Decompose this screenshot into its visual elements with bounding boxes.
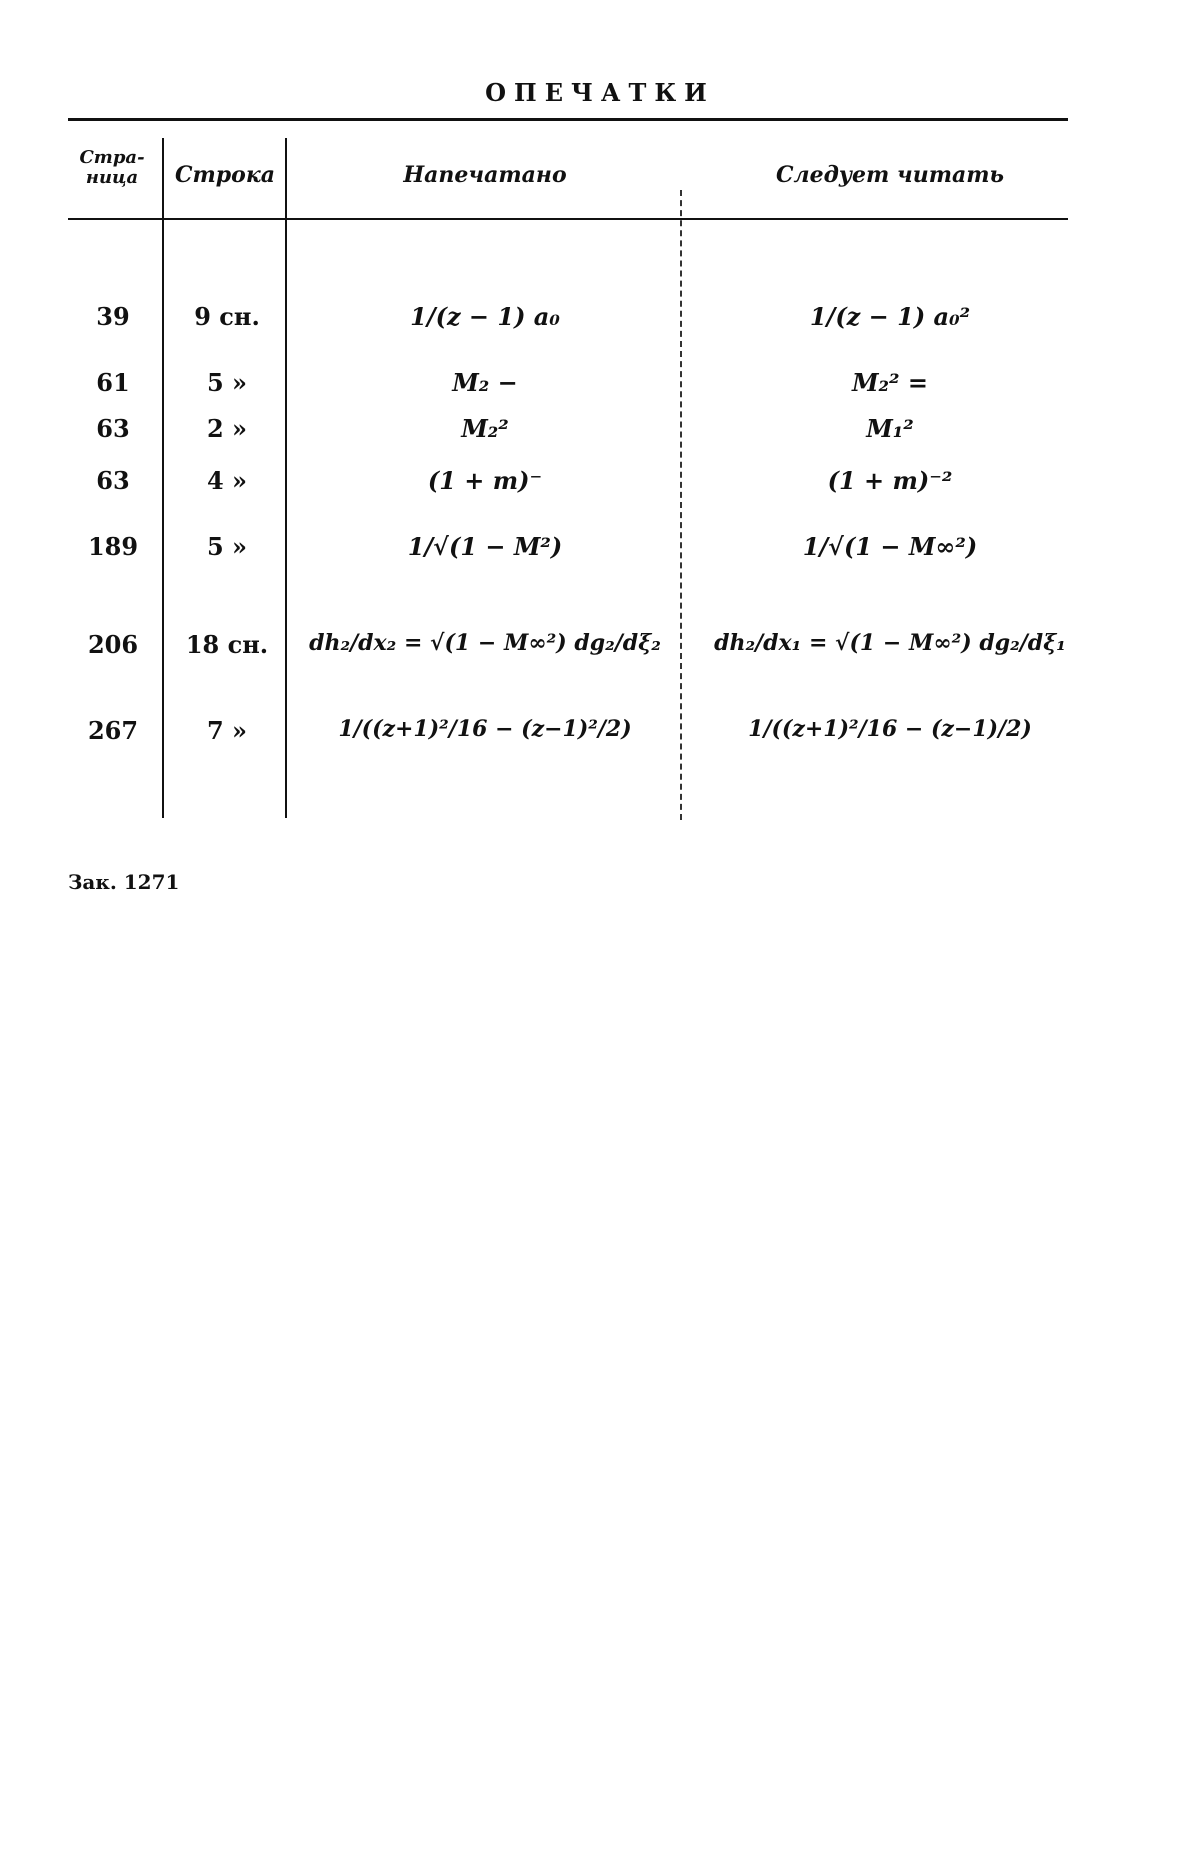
row-printed: M₂ − [452, 368, 518, 397]
page-title: ОПЕЧАТКИ [485, 78, 715, 107]
row-line: 9 сн. [194, 302, 260, 331]
row-page: 206 [87, 630, 139, 659]
row-correct: 1/√(1 − M∞²) [802, 532, 978, 561]
row-printed: 1/√(1 − M²) [407, 532, 563, 561]
row-printed: (1 + m)⁻ [427, 466, 543, 495]
row-line: 5 » [206, 368, 248, 397]
row-correct: M₁² [866, 414, 914, 443]
row-line: 4 » [206, 466, 248, 495]
header-should-read: Следует читать [775, 162, 1005, 188]
header-page: Стра-ница [79, 147, 145, 188]
header-rule [68, 218, 1068, 220]
column-divider-1 [162, 138, 164, 818]
header-printed: Напечатано [403, 162, 567, 188]
column-divider-3 [680, 190, 682, 820]
row-line: 2 » [206, 414, 248, 443]
row-line: 7 » [206, 716, 248, 745]
header-line: Строка [175, 162, 275, 188]
row-correct: (1 + m)⁻² [827, 466, 953, 495]
row-correct: 1/(z − 1) a₀² [809, 302, 971, 331]
row-page: 63 [96, 466, 130, 495]
row-correct: dh₂/dx₁ = √(1 − M∞²) dg₂/dξ₁ [714, 630, 1066, 656]
row-line: 18 сн. [185, 630, 269, 659]
row-page: 39 [96, 302, 130, 331]
row-page: 61 [96, 368, 130, 397]
row-printed: M₂² [461, 414, 509, 443]
row-line: 5 » [206, 532, 248, 561]
row-printed: dh₂/dx₂ = √(1 − M∞²) dg₂/dξ₂ [309, 630, 661, 656]
column-divider-2 [285, 138, 287, 818]
row-correct: M₂² = [851, 368, 929, 397]
row-printed: 1/(z − 1) a₀ [410, 302, 560, 331]
row-correct: 1/((z+1)²/16 − (z−1)/2) [748, 716, 1032, 742]
top-rule [68, 118, 1068, 121]
footer-order-number: Зак. 1271 [68, 870, 180, 894]
row-page: 267 [87, 716, 139, 745]
row-page: 63 [96, 414, 130, 443]
row-printed: 1/((z+1)²/16 − (z−1)²/2) [338, 716, 632, 742]
row-page: 189 [87, 532, 139, 561]
